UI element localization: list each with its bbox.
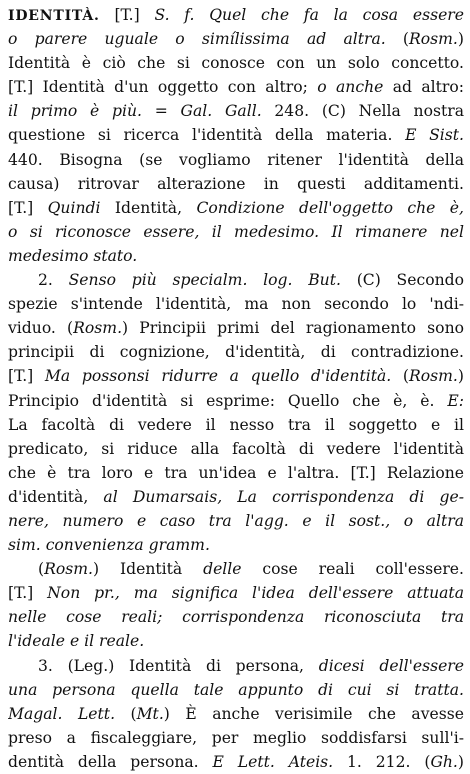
text-segment: Principio d'identità si esprime: Quello che è, è.: [8, 391, 448, 410]
text-segment: principii di cognizione, d'identità, di contradizione.: [8, 343, 464, 362]
text-line: [8, 557, 464, 581]
text-segment: nere, numero e caso tra l'agg. e il sost., o altra: [8, 511, 464, 530]
text-line: [8, 509, 464, 533]
text-line: [8, 268, 464, 292]
text-segment: Identità è ciò che si conosce con un solo concetto.: [8, 54, 464, 73]
text-segment: cose reali coll'essere.: [241, 560, 464, 579]
text-line: [8, 316, 464, 340]
text-segment: [T.]: [8, 367, 45, 386]
text-segment: 2.: [38, 271, 69, 290]
text-segment: 440. Bisogna (se vogliamo ritener l'identità della: [8, 150, 464, 169]
text-segment: ): [457, 752, 464, 771]
text-segment: Ma possonsi ridurre a quello d'identità.: [44, 367, 392, 386]
text-segment: che è tra loro e tra un'idea e l'altra. [T.] Relazione: [8, 463, 464, 482]
text-segment: d'identità,: [8, 487, 104, 506]
text-segment: una persona quella tale appunto di cui si tratta.: [8, 680, 464, 699]
text-segment: medesimo stato.: [8, 246, 138, 265]
text-segment: Rosm.: [409, 367, 458, 386]
text-segment: S. f. Quel che fa la cosa essere: [154, 6, 464, 24]
text-segment: Non pr., ma significa l'idea dell'essere attuata: [47, 584, 464, 603]
text-segment: Quindi: [47, 198, 101, 217]
text-line: [8, 123, 464, 147]
text-line: [8, 389, 464, 413]
text-segment: [T.]: [99, 6, 155, 24]
text-segment: [T.] Identità d'un oggetto con altro;: [8, 78, 318, 97]
text-segment: preso a fiscaleggiare, per meglio soddisfarsi sull'i-: [8, 728, 464, 747]
text-line: [8, 196, 464, 220]
text-segment: ad altro:: [383, 78, 464, 97]
text-segment: La facoltà di vedere il nesso tra il soggetto e il: [8, 415, 464, 434]
text-segment: ) Principii primi del ragionamento sono: [122, 319, 464, 338]
text-segment: delle: [203, 560, 242, 579]
text-segment: (: [115, 704, 137, 723]
text-line: [8, 51, 464, 75]
text-line: [8, 485, 464, 509]
text-line: [8, 292, 464, 316]
text-line: [8, 702, 464, 726]
text-segment: Magal. Lett.: [8, 704, 116, 723]
text-segment: ) Identità: [92, 560, 204, 579]
text-segment: viduo. (: [8, 319, 74, 338]
text-segment: (: [38, 560, 45, 579]
text-segment: (: [385, 30, 410, 49]
text-segment: dentità della persona.: [8, 752, 213, 771]
text-line: [8, 99, 464, 123]
text-segment: [T.]: [8, 198, 48, 217]
headword: IDENTITÀ.: [8, 8, 100, 24]
text-line: [8, 172, 464, 196]
text-segment: dicesi dell'essere: [318, 656, 464, 675]
text-segment: al Dumarsais, La corrispondenza di ge-: [103, 487, 464, 506]
dictionary-entry-identita: [8, 3, 464, 774]
text-segment: questione si ricerca l'identità della materia.: [8, 126, 406, 145]
text-segment: ) È anche verisimile che avesse: [163, 704, 464, 723]
text-segment: (C) Secondo: [340, 271, 464, 290]
text-line: [8, 678, 464, 702]
text-line: [8, 629, 464, 653]
text-segment: Mt.: [136, 704, 164, 723]
text-segment: E:: [447, 391, 464, 410]
text-segment: Rosm.: [73, 319, 123, 338]
text-segment: o anche: [317, 78, 384, 97]
text-segment: o parere uguale o simílissima ad altra.: [8, 30, 386, 49]
text-segment: predicato, si riduce alla facoltà di vedere l'identità: [8, 439, 464, 458]
text-line: [8, 437, 464, 461]
text-line: [8, 654, 464, 678]
text-segment: Identità,: [100, 198, 197, 217]
text-segment: Rosm.: [44, 560, 93, 579]
text-line: [8, 413, 464, 437]
text-line: [8, 220, 464, 244]
text-segment: 1. 212. (: [333, 752, 431, 771]
text-segment: nelle cose reali; corrispondenza riconosciuta tra: [8, 608, 464, 627]
text-line: [8, 581, 464, 605]
text-segment: =: [141, 102, 181, 121]
text-segment: o si riconosce essere, il medesimo. Il rimanere nel: [8, 222, 464, 241]
text-segment: ): [457, 30, 464, 49]
text-segment: il primo è più.: [8, 102, 142, 121]
text-line: [8, 364, 464, 388]
text-segment: Senso più specialm. log. But.: [68, 271, 341, 290]
text-line: [8, 461, 464, 485]
text-line: [8, 750, 464, 774]
text-segment: Gh.: [430, 752, 458, 771]
text-segment: causa) ritrovar alterazione in questi additamenti.: [8, 174, 464, 193]
text-line: [8, 244, 464, 268]
text-segment: E Lett. Ateis.: [212, 752, 334, 771]
text-segment: 248. (C) Nella nostra: [261, 102, 464, 121]
text-segment: ): [457, 367, 464, 386]
text-segment: (: [391, 367, 409, 386]
text-segment: l'ideale e il reale.: [8, 632, 145, 651]
text-line: [8, 27, 464, 51]
text-line: [8, 148, 464, 172]
text-line: [8, 75, 464, 99]
text-line: [8, 3, 464, 27]
text-segment: 3. (Leg.) Identità di persona,: [38, 656, 319, 675]
text-segment: sim. convenienza gramm.: [8, 536, 210, 555]
text-segment: E Sist.: [405, 126, 464, 145]
text-segment: spezie s'intende l'identità, ma non secondo lo 'ndi-: [8, 295, 464, 314]
text-segment: Gal. Gall.: [180, 102, 262, 121]
text-segment: [T.]: [8, 584, 48, 603]
text-line: [8, 340, 464, 364]
text-line: [8, 533, 464, 557]
text-line: [8, 726, 464, 750]
text-segment: Rosm.: [409, 30, 458, 49]
text-line: [8, 605, 464, 629]
text-segment: Condizione dell'oggetto che è,: [196, 198, 464, 217]
